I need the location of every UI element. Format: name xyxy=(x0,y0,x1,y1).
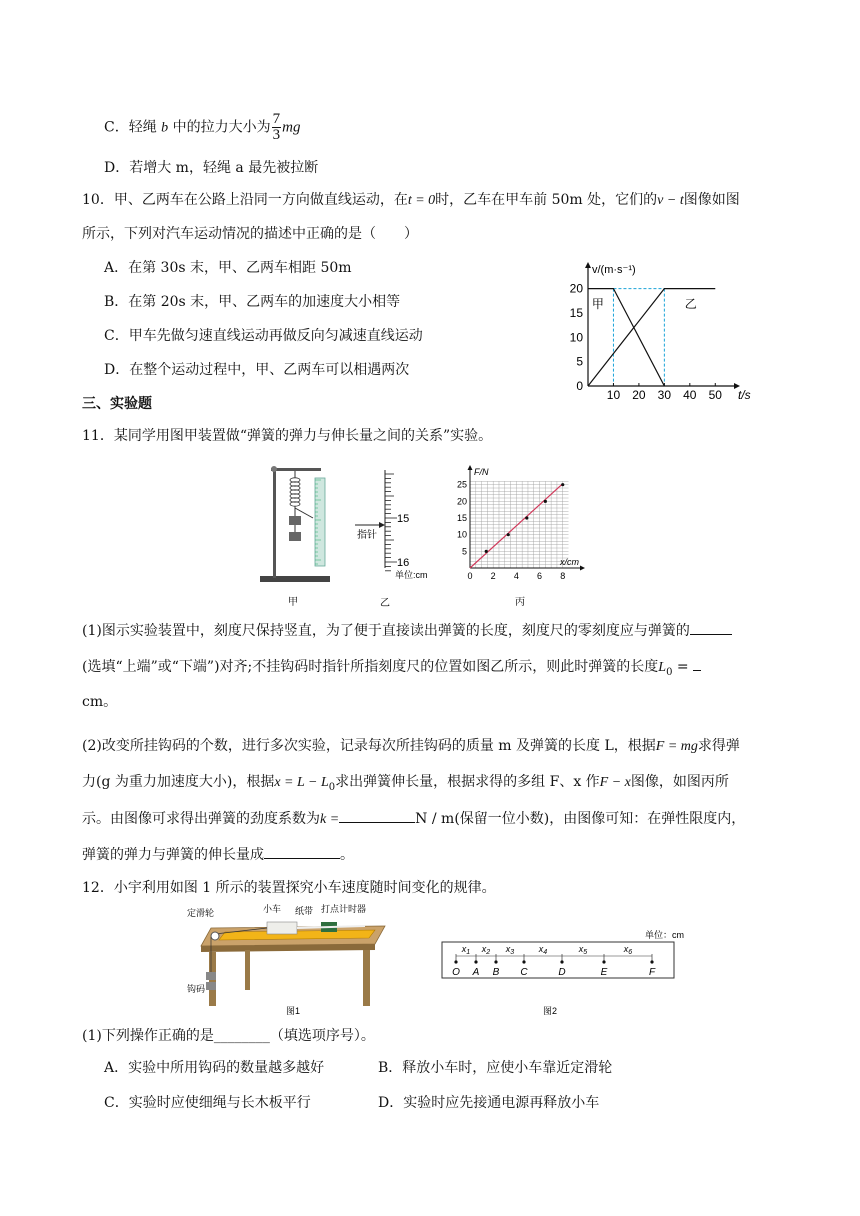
q10-stem-line1: 10．甲、乙两车在公路上沿同一方向做直线运动，在t = 0时，乙车在甲车前 50m 处，它们的v − t图像如图 xyxy=(82,192,740,208)
tape-point-label: C xyxy=(520,967,528,978)
y-tick-label: 20 xyxy=(456,496,467,507)
scale-16: 16 xyxy=(397,557,410,569)
apparatus-stand-figure xyxy=(255,460,345,610)
label-pulley: 定滑轮 xyxy=(187,908,215,918)
weight-1 xyxy=(289,516,301,525)
y-tick-label: 5 xyxy=(576,354,583,369)
pointer-label: 指针 xyxy=(357,530,377,541)
x-tick-label: 2 xyxy=(490,571,496,581)
x-tick-label: 40 xyxy=(683,388,697,402)
q10-option-a: A．在第 30s 末，甲、乙两车相距 50m xyxy=(104,260,352,276)
x-tick-label: 0 xyxy=(467,571,473,581)
stand-arm xyxy=(271,468,321,471)
q11-part2-line2: 力(g 为重力加速度大小)，根据$x = L - L_0$求出弹簧伸长量，根据求得的多组 F、x 作F − x图像，如图丙所 xyxy=(82,774,729,793)
tape-point-label: D xyxy=(558,967,566,978)
scale-15: 15 xyxy=(397,513,410,525)
tape-point-label: A xyxy=(472,967,480,978)
data-point xyxy=(507,533,510,536)
x-tick-label: 4 xyxy=(513,571,519,581)
unit-label: 单位：cm xyxy=(645,930,684,940)
q10-option-d: D．在整个运动过程中，甲、乙两车可以相遇两次 xyxy=(104,362,410,378)
table-leg xyxy=(363,950,370,1006)
y-tick-label: 20 xyxy=(569,281,583,296)
tape-point-label: O xyxy=(452,967,460,978)
tape-point-label: F xyxy=(648,967,656,978)
q10-stem-line2: 所示，下列对汽车运动情况的描述中正确的是（ ） xyxy=(82,226,418,242)
q11-part1-line2: (选填“上端”或“下端”)对齐;不挂钩码时指针所指刻度尺的位置如图乙所示，则此时弹簧的长度$L_0$ = xyxy=(82,656,701,683)
q11-part1-line3: cm。 xyxy=(82,694,118,710)
tape-point-label: E xyxy=(600,967,608,978)
section-title: 三、实验题 xyxy=(82,396,152,412)
x-tick-label: 8 xyxy=(560,571,566,581)
weight xyxy=(206,982,216,990)
answer-blank[interactable] xyxy=(693,656,701,671)
x-tick-label: 20 xyxy=(632,388,646,402)
y-tick-label: 0 xyxy=(576,379,583,393)
pulley-wheel xyxy=(211,932,219,940)
weight-2 xyxy=(289,532,301,541)
x-tick-label: 30 xyxy=(657,388,672,402)
q11-part1-line1: (1)图示实验装置中，刻度尺保持竖直，为了便于直接读出弹簧的长度，刻度尺的零刻度应与弹簧的 xyxy=(82,620,732,641)
y-tick-label: 15 xyxy=(456,513,467,523)
segment-label: $x_4$ xyxy=(538,944,548,956)
q12-option-d: D．实验时应先接通电源再释放小车 xyxy=(378,1095,600,1111)
q11-part2-line3: 示。由图像可求得出弹簧的劲度系数为k = N / m(保留一位小数)，由图像可知：在弹性限度内， xyxy=(82,808,745,830)
q12-option-a: A．实验中所用钩码的数量越多越好 xyxy=(104,1060,325,1076)
y-tick-label: 5 xyxy=(461,546,467,557)
q12-option-b: B．释放小车时，应使小车靠近定滑轮 xyxy=(378,1060,613,1076)
tape-dot xyxy=(560,960,563,963)
label-timer: 打点计时器 xyxy=(321,904,367,914)
ruler xyxy=(315,478,325,566)
fig-yi-label: 乙 xyxy=(380,598,390,609)
q12-option-c: C．实验时应使细绳与长木板平行 xyxy=(104,1095,311,1111)
q10-option-c: C．甲车先做匀速直线运动再做反向匀减速直线运动 xyxy=(104,328,423,344)
answer-blank[interactable] xyxy=(690,620,732,635)
answer-blank[interactable] xyxy=(264,844,340,859)
y-axis-arrow xyxy=(585,262,591,268)
segment-label: $x_5$ xyxy=(578,944,588,956)
y-tick-label: 10 xyxy=(569,330,583,345)
fig1-label: 图1 xyxy=(285,1006,301,1016)
x-tick-label: 6 xyxy=(537,571,543,581)
answer-blank[interactable] xyxy=(339,808,415,823)
scale-figure xyxy=(355,468,455,608)
segment-label: $x_2$ xyxy=(481,944,491,956)
y-tick-label: 25 xyxy=(456,479,467,490)
cart-apparatus-figure xyxy=(185,900,400,1018)
label-weight: 钩码 xyxy=(187,984,206,994)
segment-label: $x_3$ xyxy=(505,944,515,956)
tape-dot xyxy=(474,960,477,963)
series-label: 乙 xyxy=(684,297,697,312)
data-point xyxy=(525,516,528,519)
cart xyxy=(267,922,297,934)
q11-stem: 11．某同学用图甲装置做“弹簧的弹力与伸长量之间的关系”实验。 xyxy=(82,428,493,444)
data-point xyxy=(485,550,488,553)
segment-label: $x_6$ xyxy=(623,944,633,956)
series-label: 甲 xyxy=(591,297,604,312)
y-tick-label: 10 xyxy=(456,529,467,540)
y-axis-label: F/N xyxy=(474,467,489,477)
q11-part2-line1: (2)改变所挂钩码的个数，进行多次实验，记录每次所挂钩码的质量 m 及弹簧的长度 L，根据F = mg求得弹 xyxy=(82,738,740,754)
fx-chart xyxy=(452,460,602,610)
stand-base xyxy=(260,576,330,582)
tape-dot xyxy=(494,960,497,963)
weight xyxy=(206,972,216,980)
q9-option-d: D．若增大 m，轻绳 a 最先被拉断 xyxy=(104,160,319,176)
paper-tape-figure xyxy=(438,926,688,1018)
segment-label: $x_1$ xyxy=(461,944,471,956)
q10-option-b: B．在第 20s 末，甲、乙两车的加速度大小相等 xyxy=(104,294,401,310)
y-tick-label: 15 xyxy=(569,305,583,320)
q12-stem: 12．小宇利用如图 1 所示的装置探究小车速度随时间变化的规律。 xyxy=(82,880,496,896)
fig2-label: 图2 xyxy=(542,1006,558,1016)
x-tick-label: 10 xyxy=(606,388,621,402)
q11-part2-line4: 弹簧的弹力与弹簧的伸长量成 。 xyxy=(82,844,354,865)
unit-label: 单位:cm xyxy=(395,570,428,580)
data-point xyxy=(561,483,564,486)
data-point xyxy=(544,500,547,503)
stand-rod xyxy=(273,468,276,578)
q9-option-c: C．轻绳 b 中的拉力大小为 $\frac{7}{3}$ mg xyxy=(104,111,301,143)
tape-dot xyxy=(602,960,605,963)
x-tick-label: 50 xyxy=(708,388,722,402)
q12-part1: (1)下列操作正确的是________（填选项序号）。 xyxy=(82,1028,375,1044)
y-axis-label: v/(m·s⁻¹) xyxy=(592,264,636,276)
tape-dot xyxy=(522,960,525,963)
x-axis-label: t/s xyxy=(738,388,751,402)
x-axis-label: x/cm xyxy=(560,557,579,567)
fig-bing-label: 丙 xyxy=(515,597,525,608)
label-car: 小车 xyxy=(263,904,282,914)
tape-dot xyxy=(454,960,457,963)
fraction: $\frac{7}{3}$ xyxy=(272,111,281,143)
tape-dot xyxy=(650,960,653,963)
label-tape: 纸带 xyxy=(295,906,314,916)
vt-chart xyxy=(560,262,751,404)
tape-point-label: B xyxy=(492,967,500,978)
fig-jia-label: 甲 xyxy=(288,597,298,608)
